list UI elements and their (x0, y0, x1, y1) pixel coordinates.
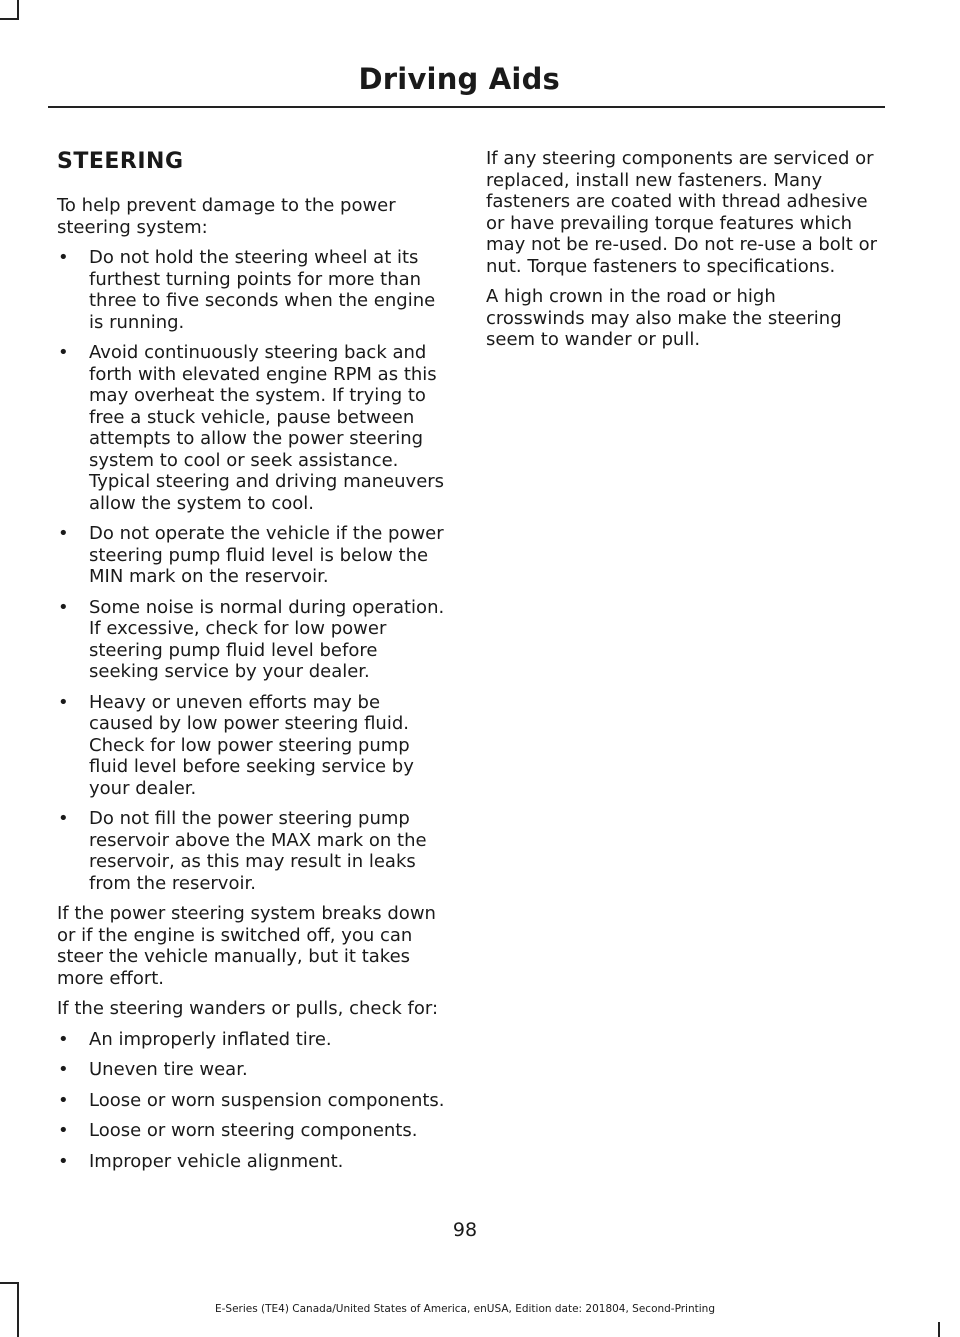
list-item (57, 523, 449, 588)
list-item-text: Some noise is normal during operation. If excessive, check for low power steering pump fluid level before seeking service by your dealer. (89, 596, 445, 682)
bullet-icon: • (58, 523, 69, 544)
steering-heading: STEERING (57, 149, 184, 174)
list-item-text: Do not fill the power steering pump reservoir above the MAX mark on the reservoir, as this may result in leaks from the reservoir. (89, 808, 427, 894)
crop-mark (17, 0, 19, 20)
section-title: Driving Aids (358, 62, 560, 96)
list-item-text: Avoid continuously steering back and forth with elevated engine RPM as this may overheat the system. If trying to free a stuck vehicle, pause between attempts to allow the power steering system to cool or seek assistance. Typical steering and driving maneuvers allow the system to cool. (89, 342, 445, 514)
intro-paragraph: To help prevent damage to the power steering system: (57, 195, 396, 238)
list-item (57, 1059, 449, 1081)
list-item (57, 342, 449, 514)
list-item-text: Heavy or uneven efforts may be caused by low power steering fluid. Check for low power steering pump fluid level before seeking service by your dealer. (89, 691, 414, 799)
bullet-icon: • (58, 247, 69, 268)
bullet-icon: • (58, 1150, 69, 1172)
list-item-text: Uneven tire wear. (89, 1059, 248, 1080)
list-item (57, 247, 449, 333)
list-item (57, 1120, 449, 1142)
bullet-icon: • (58, 1120, 69, 1141)
list-item-text: Do not hold the steering wheel at its furthest turning points for more than three to five seconds when the engine is running. (89, 247, 436, 333)
list-item-text: An improperly inflated tire. (89, 1028, 332, 1050)
breakdown-paragraph: If the power steering system breaks down or if the engine is switched off, you can steer the vehicle manually, but it takes more effort. (57, 903, 436, 989)
fasteners-paragraph: If any steering components are serviced or replaced, install new fasteners. Many fasteners are coated with thread adhesive or have prevailing torque features which may not be re-used. Do not re-use a bolt or nut. Torque fasteners to specifications. (486, 148, 877, 277)
crop-mark (938, 1322, 940, 1337)
crop-mark (0, 1282, 19, 1284)
bullet-icon: • (58, 342, 69, 363)
crop-mark (0, 18, 19, 20)
list-item (57, 597, 449, 683)
precautions-list (57, 247, 449, 894)
list-item (57, 1090, 449, 1112)
left-column (57, 148, 449, 1181)
bullet-icon: • (58, 1028, 69, 1050)
bullet-icon: • (58, 1059, 69, 1080)
right-column (486, 148, 878, 360)
list-item-text: Do not operate the vehicle if the power steering pump fluid level is below the MIN mark on the reservoir. (89, 523, 444, 587)
bullet-icon: • (58, 691, 69, 713)
list-item-text: Improper vehicle alignment. (89, 1150, 344, 1172)
list-item (57, 1151, 449, 1173)
crosswind-paragraph: A high crown in the road or high crosswinds may also make the steering seem to wander or pull. (486, 286, 842, 350)
bullet-icon: • (58, 596, 69, 618)
list-item (57, 808, 449, 894)
list-item (57, 1029, 449, 1051)
check-paragraph: If the steering wanders or pulls, check for: (57, 998, 439, 1019)
list-item-text: Loose or worn steering components. (89, 1120, 418, 1141)
page-number: 98 (452, 1219, 478, 1241)
header-divider (48, 106, 885, 108)
bullet-icon: • (58, 1089, 69, 1111)
list-item (57, 692, 449, 800)
edition-footer: E-Series (TE4) Canada/United States of America, enUSA, Edition date: 201804, Second-Printing (214, 1303, 715, 1315)
check-list (57, 1029, 449, 1173)
bullet-icon: • (58, 808, 69, 829)
list-item-text: Loose or worn suspension components. (89, 1089, 445, 1111)
